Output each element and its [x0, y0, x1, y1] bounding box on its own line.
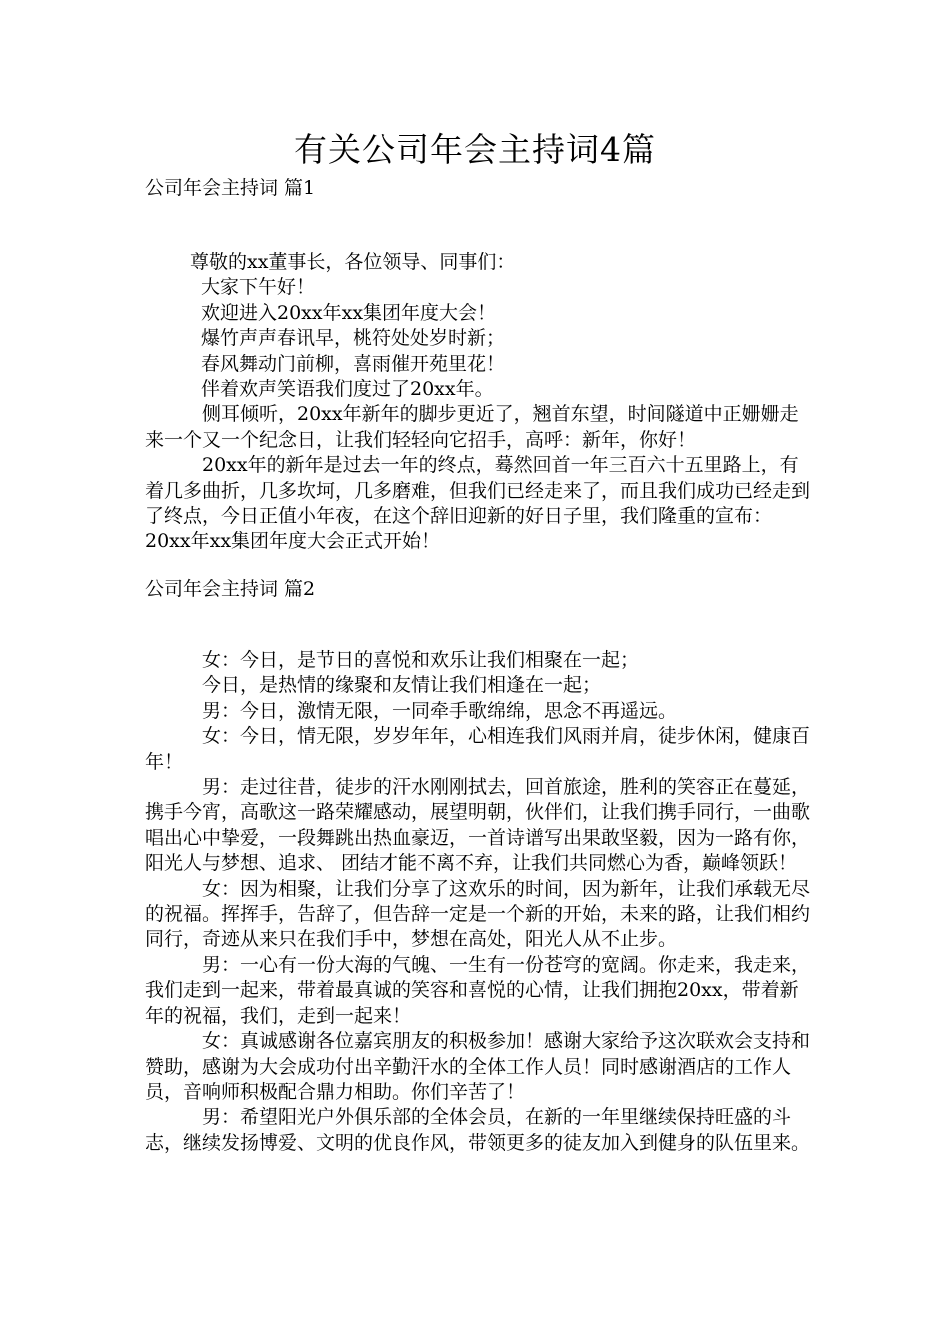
verse-line: 欢迎进入20xx年xx集团年度大会！	[201, 301, 497, 324]
section-1-body	[145, 250, 810, 555]
dialogue-paragraph: 女：因为相聚，让我们分享了这欢乐的时间，因为新年，让我们承载无尽的祝福。挥挥手，告辞了，但告辞一定是一个新的开始，未来的路，让我们相约同行，奇迹从来只在我们手中，梦想在高处，阳光人从不止步。	[145, 877, 811, 951]
section-2-body	[145, 648, 810, 1156]
section-heading-1: 公司年会主持词 篇1	[145, 177, 316, 199]
section-heading-2: 公司年会主持词 篇2	[145, 578, 316, 600]
verse-line: 伴着欢声笑语我们度过了20xx年。	[201, 378, 494, 401]
dialogue-paragraph: 男：一心有一份大海的气魄、一生有一份苍穹的宽阔。你走来，我走来，我们走到一起来，带着最真诚的笑容和喜悦的心情，让我们拥抱20xx，带着新年的祝福，我们，走到一起来！	[145, 953, 811, 1027]
document-title: 有关公司年会主持词4篇	[294, 130, 656, 169]
body-paragraph: 20xx年的新年是过去一年的终点，蓦然回首一年三百六十五里路上，有着几多曲折，几多坎坷，几多磨难，但我们已经走来了，而且我们成功已经走到了终点，今日正值小年夜，在这个辞旧迎新的好日子里，我们隆重的宣布：20xx年xx集团年度大会正式开始！	[145, 454, 811, 553]
verse-line: 春风舞动门前柳，喜雨催开苑里花！	[201, 352, 506, 375]
verse-line: 爆竹声声春讯早，桃符处处岁时新；	[201, 327, 506, 350]
dialogue-paragraph: 男：走过往昔，徒步的汗水刚刚拭去，回首旅途，胜利的笑容正在蔓延，携手今宵，高歌这一路荣耀感动，展望明朝，伙伴们，让我们携手同行，一曲歌唱出心中挚爱，一段舞跳出热血豪迈，一首诗谱写出果敢坚毅，因为一路有你，阳光人与梦想、追求、 团结才能不离不弃，让我们共同燃心为香，巅峰领跃！	[145, 776, 811, 875]
dialogue-paragraph: 今日，是热情的缘聚和友情让我们相逢在一起；	[202, 674, 602, 697]
body-paragraph: 侧耳倾听，20xx年新年的脚步更近了，翘首东望，时间隧道中正姗姗走来一个又一个纪念日，让我们轻轻向它招手，高呼：新年，你好！	[145, 403, 799, 451]
verse-line: 大家下午好！	[201, 276, 316, 299]
dialogue-paragraph: 男：今日，激情无限，一同牵手歌绵绵，思念不再遥远。	[202, 699, 678, 722]
dialogue-paragraph: 女：真诚感谢各位嘉宾朋友的积极参加！感谢大家给予这次联欢会支持和赞助，感谢为大会成功付出辛勤汗水的全体工作人员！同时感谢酒店的工作人员，音响师积极配合鼎力相助。你们辛苦了！	[145, 1030, 811, 1103]
dialogue-paragraph: 男：希望阳光户外俱乐部的全体会员，在新的一年里继续保持旺盛的斗志，继续发扬博爱、文明的优良作风，带领更多的徒友加入到健身的队伍里来。	[145, 1106, 811, 1154]
dialogue-paragraph: 女：今日，情无限，岁岁年年，心相连我们风雨并肩，徒步休闲，健康百年！	[145, 725, 811, 773]
greeting-line: 尊敬的xx董事长，各位领导、同事们：	[190, 251, 516, 273]
dialogue-paragraph: 女：今日，是节日的喜悦和欢乐让我们相聚在一起；	[202, 649, 640, 671]
